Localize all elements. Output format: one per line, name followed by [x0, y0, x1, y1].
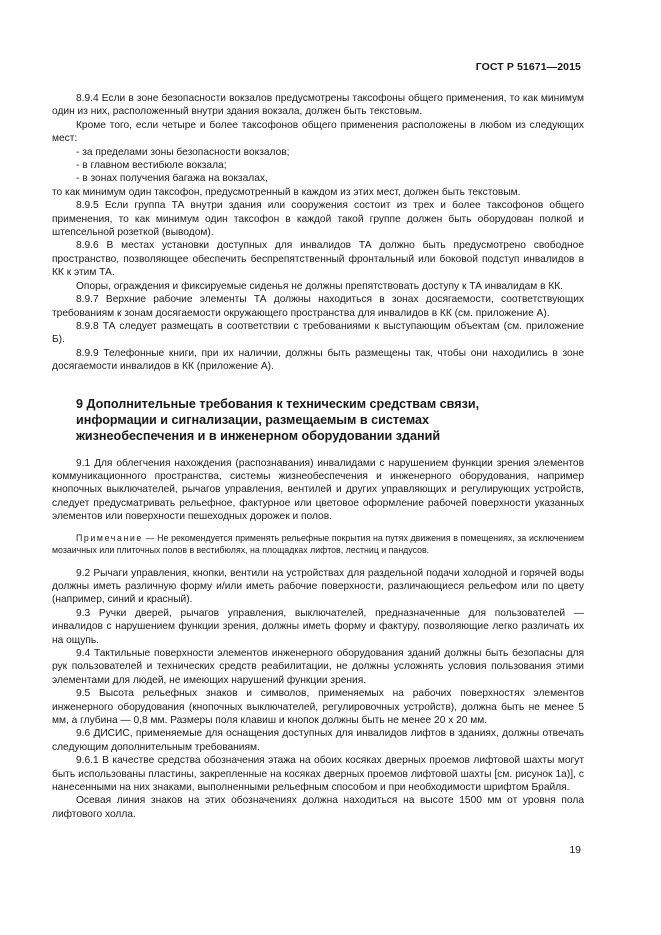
note — [52, 532, 584, 556]
list-item: - в главном вестибюле вокзала; — [76, 160, 227, 172]
paragraph-8-9-7: 8.9.7 Верхние рабочие элементы ТА должны находиться в зонах досягаемости, соответствующих требованиям к зонам досягаемости окружающего пространства для инвалидов в КК (см. приложение А). — [52, 294, 584, 319]
paragraph-9-6-1-cont: Осевая линия знаков на этих обозначениях должна находиться на высоте 1500 мм от уровня пола лифтового холла. — [52, 795, 584, 820]
paragraph-9-6: 9.6 ДИСИС, применяемые для оснащения доступных для инвалидов лифтов в зданиях, должны отвечать следующим дополнительным требованиям. — [52, 728, 584, 753]
list-item: - за пределами зоны безопасности вокзалов; — [76, 146, 290, 158]
paragraph-9-5: 9.5 Высота рельефных знаков и символов, применяемых на рабочих поверхностях элементов инженерного оборудования (кнопочных выключателей, регулировочных устройств), должна быть не менее 5 мм, а глубина — 0,8 мм. Размеры поля клавиш и кнопок должны быть не менее 20 х 20 мм. — [52, 688, 584, 727]
note-text: — Не рекомендуется применять рельефные покрытия на путях движения в помещениях, за исключением мозаичных или плиточных полов в вестибюлях, на площадках лифтов, лестниц и пандусов. — [52, 532, 584, 555]
page-content — [52, 92, 584, 821]
page-number: 19 — [569, 844, 581, 856]
paragraph-8-9-4-end: то как минимум один таксофон, предусмотренный в каждом из этих мест, должен быть текстовым. — [52, 186, 521, 198]
paragraph-9-6-1: 9.6.1 В качестве средства обозначения этажа на обоих косяках дверных проемов лифтовой шахты могут быть использованы пластины, закрепленные на косяках дверных проемов лифтовой шахты [см. рисунок 1а)], с нанесенными на них знаками, выполненными рельефным способом и при необходимости шрифтом Брайля. — [52, 755, 584, 794]
paragraph-8-9-4-cont: Кроме того, если четыре и более таксофонов общего применения расположены в любом из следующих мест: — [52, 119, 584, 145]
paragraph-8-9-6: 8.9.6 В местах установки доступных для инвалидов ТА должно быть предусмотрено свободное пространство, позволяющее обеспечить беспрепятственный фронтальный или боковой подступ инвалидов в КК к этим ТА. — [52, 240, 584, 279]
paragraph-8-9-5: 8.9.5 Если группа ТА внутри здания или сооружения состоит из трех и более таксофонов общего применения, то как минимум один таксофон в каждой такой группе должен быть оборудован полкой и штепсельной розеткой (выводом). — [52, 200, 584, 239]
paragraph-8-9-9: 8.9.9 Телефонные книги, при их наличии, должны быть размещены так, чтобы они находились в зоне досягаемости инвалидов в КК (приложение А). — [52, 347, 584, 373]
paragraph-9-4: 9.4 Тактильные поверхности элементов инженерного оборудования зданий должны быть безопасны для рук пользователей и технических средств реабилитации, не должны усложнять условия пользования этими элементами для людей, не имеющих нарушений функции зрения. — [52, 648, 584, 686]
section-title-line: жизнеобеспечения и в инженерном оборудовании зданий — [76, 428, 441, 443]
standard-header: ГОСТ Р 51671—2015 — [475, 61, 581, 73]
section-9-title — [52, 396, 584, 444]
paragraph-8-9-8: 8.9.8 ТА следует размещать в соответствии с требованиями к выступающим объектам (см. приложение Б). — [52, 320, 584, 346]
paragraph-9-2: 9.2 Рычаги управления, кнопки, вентили на устройствах для раздельной подачи холодной и горячей воды должны иметь различную форму и/или иметь рабочие поверхности, различающиеся рельефом или по цвету (например, синий и красный). — [52, 567, 584, 606]
section-title-line: 9 Дополнительные требования к техническим средствам связи, — [76, 396, 480, 411]
section-title-line: информации и сигнализации, размещаемым в системах — [76, 412, 429, 427]
paragraph-8-9-6-cont: Опоры, ограждения и фиксируемые сиденья не должны препятствовать доступу к ТА инвалидам в КК. — [76, 280, 564, 292]
paragraph-9-1: 9.1 Для облегчения нахождения (распознавания) инвалидами с нарушением функции зрения элементов коммуникационного пространства, системы жизнеобеспечения и инженерного оборудования, например кнопочных выключателей, рычагов управления, вентилей и других управляющих и регулирующих устройств, следует предусматривать рельефное, фактурное или цветовое оформление рабочей поверхности указанных элементов или поверхности пешеходных дорожек и полов. — [52, 457, 584, 523]
note-label: Примечание — [76, 532, 143, 543]
list-item: - в зонах получения багажа на вокзалах, — [76, 173, 268, 185]
paragraph-9-3: 9.3 Ручки дверей, рычагов управления, выключателей, предназначенные для пользователей — инвалидов с нарушением функции зрения, должны иметь форму и фактуру, позволяющие легко различать их на ощупь. — [52, 607, 584, 646]
paragraph-8-9-4: 8.9.4 Если в зоне безопасности вокзалов предусмотрены таксофоны общего применения, то как минимум один из них, расположенный внутри здания вокзала, должен быть текстовым. — [52, 93, 584, 118]
